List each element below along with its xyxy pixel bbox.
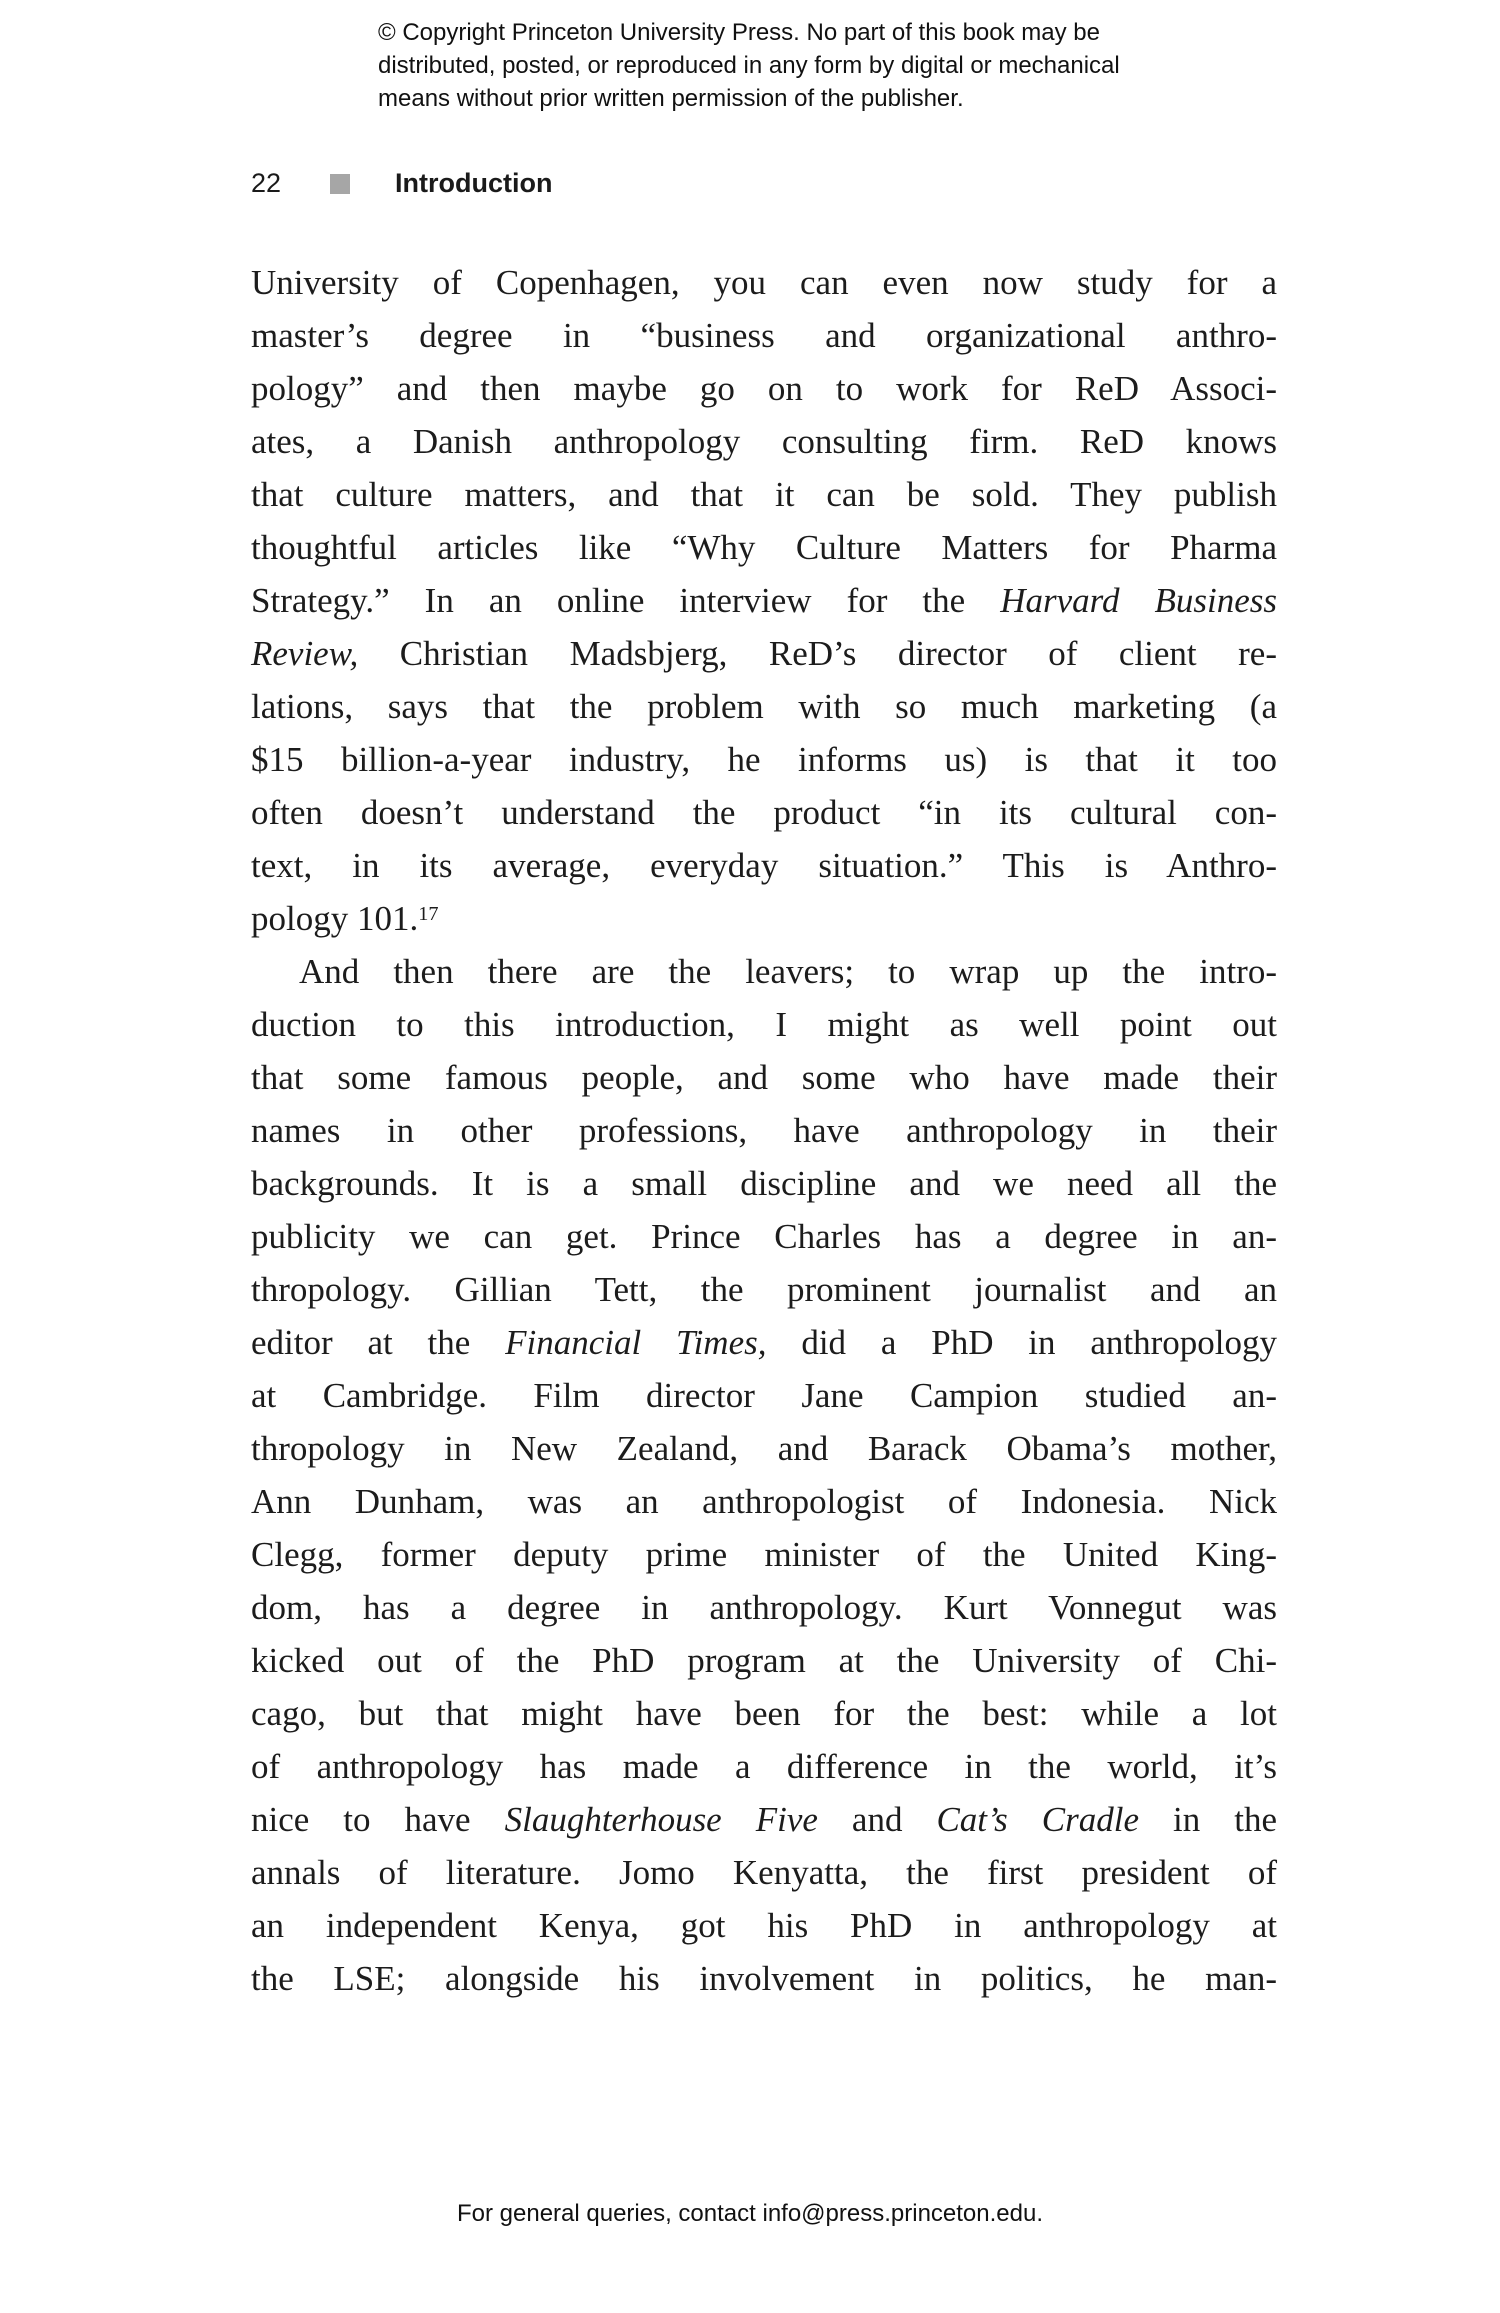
text-line [251,1687,1277,1740]
text-segment: Review, [251,634,359,673]
text-line [251,892,1277,945]
page-number: 22 [251,168,282,198]
text-segment: did a PhD in anthropology [766,1323,1277,1362]
text-segment: ates, a Danish anthropology consulting firm. ReD knows [251,422,1277,461]
text-segment: editor at the [251,1323,506,1362]
text-line [251,1316,1277,1369]
text-line [251,1369,1277,1422]
text-line [251,574,1277,627]
copyright-line: means without prior written permission of the publisher. [378,85,964,112]
text-segment: that some famous people, and some who have made their [251,1058,1277,1097]
page-header [251,168,553,199]
text-segment: often doesn’t understand the product “in its cultural con- [251,793,1277,832]
section-title: Introduction [395,168,553,198]
text-segment: nice to have [251,1800,505,1839]
copyright-line: © Copyright Princeton University Press. No part of this book may be [378,19,1100,46]
text-segment: $15 billion-a-year industry, he informs us) is that it too [251,740,1277,779]
text-line [251,680,1277,733]
text-segment: And then there are the leavers; to wrap up the intro- [299,952,1277,991]
text-line [251,1263,1277,1316]
text-segment: in the [1139,1800,1277,1839]
text-segment: backgrounds. It is a small discipline and we need all the [251,1164,1277,1203]
text-line [251,1899,1277,1952]
text-segment: annals of literature. Jomo Kenyatta, the first president of [251,1853,1277,1892]
text-segment: master’s degree in “business and organizational anthro- [251,316,1277,355]
text-segment: Christian Madsbjerg, ReD’s director of client re- [358,634,1277,673]
text-segment: University of Copenhagen, you can even now study for a [251,263,1277,302]
text-segment: the LSE; alongside his involvement in politics, he man- [251,1959,1277,1998]
text-line [251,1740,1277,1793]
text-line [251,256,1277,309]
text-line [251,415,1277,468]
text-segment: lations, says that the problem with so much marketing (a [251,687,1277,726]
text-line [251,839,1277,892]
text-line [251,998,1277,1051]
text-line [251,1581,1277,1634]
section-marker-icon [330,174,350,194]
text-line [251,1104,1277,1157]
text-segment: Cat’s Cradle [936,1800,1140,1839]
text-segment: kicked out of the PhD program at the University of Chi- [251,1641,1277,1680]
text-segment: publicity we can get. Prince Charles has a degree in an- [251,1217,1277,1256]
text-segment: of anthropology has made a difference in the world, it’s [251,1747,1277,1786]
text-segment: Ann Dunham, was an anthropologist of Indonesia. Nick [251,1482,1277,1521]
text-segment: that culture matters, and that it can be sold. They publish [251,475,1277,514]
text-line [251,1846,1277,1899]
body-text [251,256,1277,2005]
copyright-line: distributed, posted, or reproduced in any form by digital or mechanical [378,52,1120,79]
text-line [251,945,1277,998]
text-segment: Financial Times, [505,1323,767,1362]
text-segment: names in other professions, have anthropology in their [251,1111,1277,1150]
copyright-notice [378,16,1120,115]
text-line [251,1157,1277,1210]
text-line [251,1952,1277,2005]
text-segment: pology 101. [251,899,419,938]
text-line [251,521,1277,574]
text-segment: cago, but that might have been for the best: while a lot [251,1694,1277,1733]
text-segment: an independent Kenya, got his PhD in anthropology at [251,1906,1277,1945]
text-segment: thoughtful articles like “Why Culture Matters for Pharma [251,528,1277,567]
text-line [251,1634,1277,1687]
text-line [251,786,1277,839]
text-segment: Harvard Business [1000,581,1277,620]
text-segment: at Cambridge. Film director Jane Campion studied an- [251,1376,1277,1415]
text-line [251,627,1277,680]
text-segment: Strategy.” In an online interview for the [251,581,1001,620]
text-segment: and [817,1800,937,1839]
text-line [251,1422,1277,1475]
text-line [251,362,1277,415]
text-segment: Slaughterhouse Five [504,1800,818,1839]
text-line [251,1475,1277,1528]
text-line [251,309,1277,362]
text-segment: dom, has a degree in anthropology. Kurt Vonnegut was [251,1588,1277,1627]
footer-text: For general queries, contact info@press.princeton.edu. [456,2200,1044,2227]
text-line [251,1051,1277,1104]
paragraph [251,256,1277,945]
text-segment: text, in its average, everyday situation.” This is Anthro- [251,846,1277,885]
paragraph [251,945,1277,2005]
text-segment: pology” and then maybe go on to work for ReD Associ- [251,369,1277,408]
text-segment: thropology. Gillian Tett, the prominent journalist and an [251,1270,1277,1309]
text-segment: Clegg, former deputy prime minister of the United King- [251,1535,1277,1574]
text-segment: thropology in New Zealand, and Barack Obama’s mother, [251,1429,1277,1468]
text-line [251,1210,1277,1263]
footnote-reference: 17 [418,902,439,925]
text-line [251,733,1277,786]
text-line [251,1528,1277,1581]
text-line [251,468,1277,521]
text-line [251,1793,1277,1846]
page-footer [0,2200,1500,2228]
text-segment: duction to this introduction, I might as well point out [251,1005,1277,1044]
